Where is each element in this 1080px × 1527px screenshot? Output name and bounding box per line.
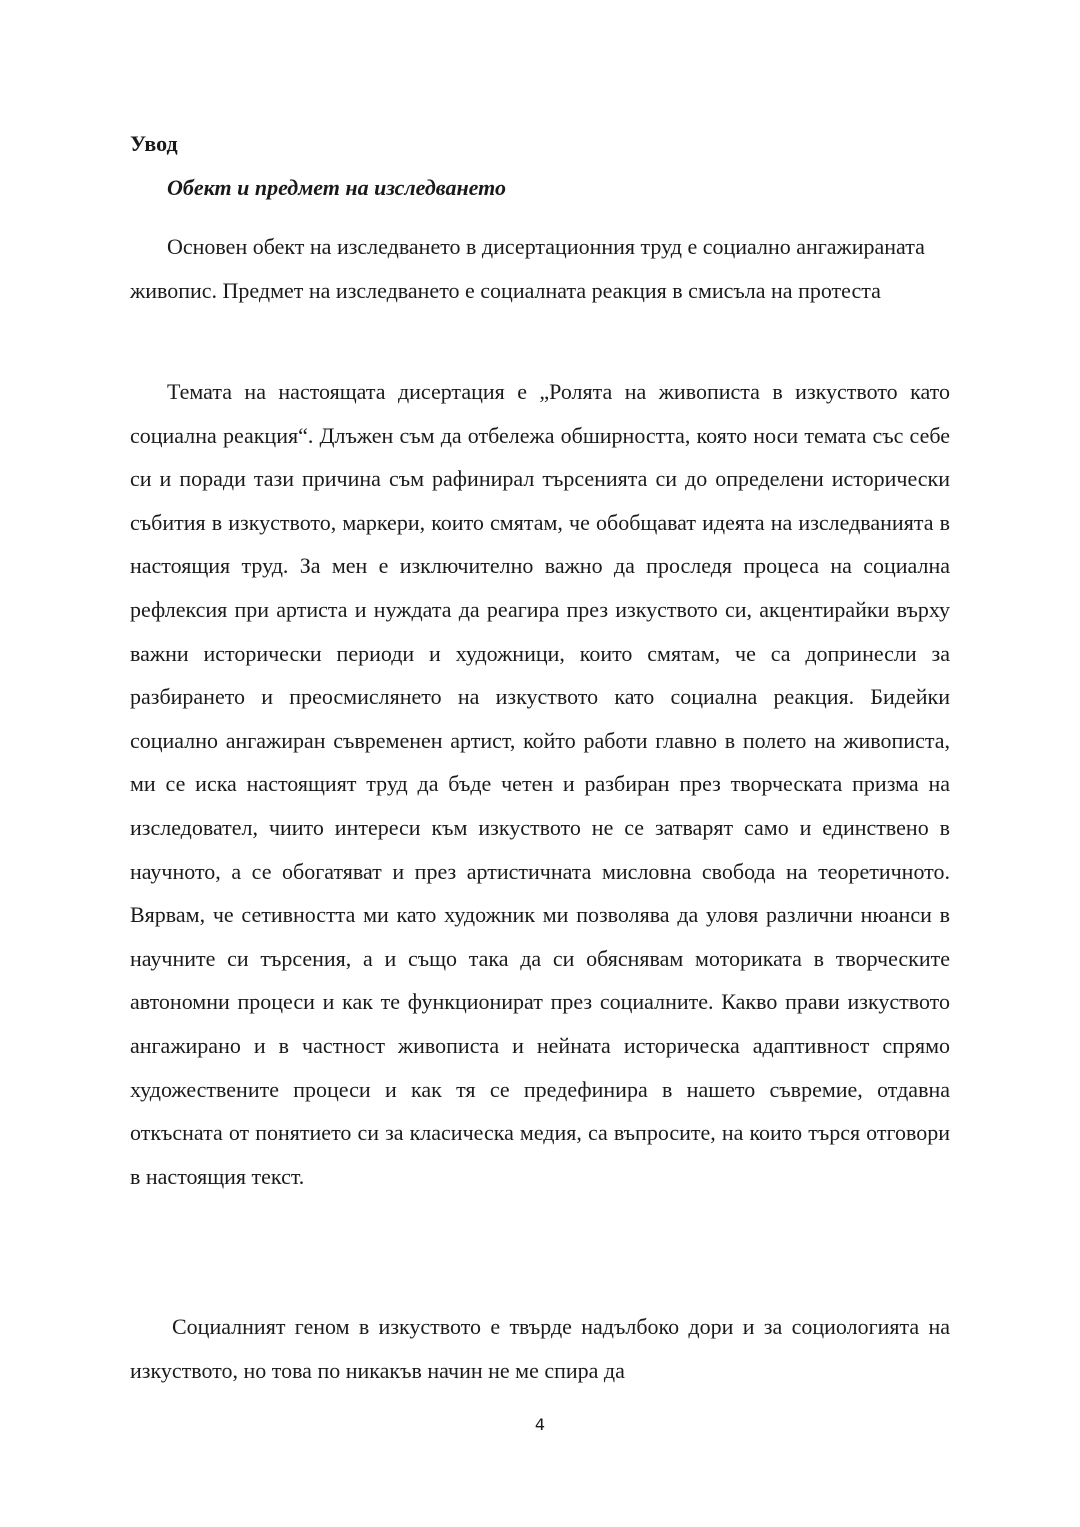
section-subheading: Обект и предмет на изследването	[167, 175, 506, 200]
paragraph-theme: Темата на настоящата дисертация е „Ролята на живописта в изкуството като социална реакция“. Длъжен съм да отбележа обширността, която носи темата със себе си и поради тази причина съм рафинирал търсенията си до определени исторически събития в изкуството, маркери, които смятам, че обобщават идеята на изследванията в настоящия труд. За мен е изключително важно да проследя процеса на социална рефлексия при артиста и нуждата да реагира през изкуството си, акцентирайки върху важни исторически периоди и художници, които смятам, че са допринесли за разбирането и преосмислянето на изкуството като социална реакция. Бидейки социално ангажиран съвременен артист, който работи главно в полето на живописта, ми се иска настоящият труд да бъде четен и разбиран през творческата призма на изследовател, чиито интереси към изкуството не се затварят само и единствено в научното, а се обогатяват и през артистичната мисловна свобода на теоретичното. Вярвам, че сетивността ми като художник ми позволява да уловя различни нюанси в научните си търсения, а и също така да си обяснявам моториката в творческите автономни процеси и как те функционират през социалните. Какво прави изкуството ангажирано и в частност живописта и нейната историческа адаптивност спрямо художествените процеси и как тя се предефинира в нашето съвремие, отдавна откъсната от понятието си за класическа медия, са въпросите, на които търся отговори в настоящия текст.	[130, 379, 950, 1189]
page-number: 4	[534, 1415, 546, 1434]
section-heading: Увод	[130, 131, 178, 156]
paragraph-social-genome: Социалният геном в изкуството е твърде надълбоко дори и за социологията на изкуството, но това по никакъв начин не ме спира да	[130, 1314, 950, 1383]
paragraph-object-subject: Основен обект на изследването в дисертационния труд е социално ангажираната живопис. Предмет на изследването е социалната реакция в смисъла на протеста	[130, 234, 925, 303]
